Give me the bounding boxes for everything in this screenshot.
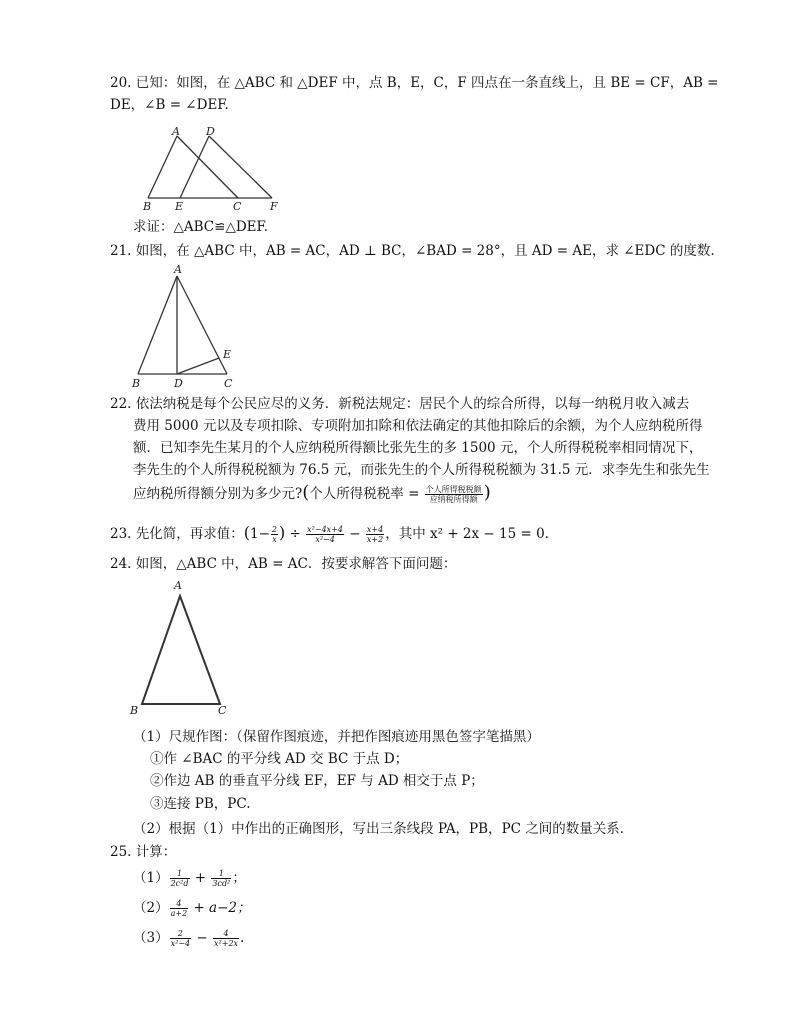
- q22-line5: 应纳税所得额分别为多少元?(个人所得税税率 = $\frac{\text{个人所得税税额}}{\text{应纳税所得额}}$ ): [133, 482, 491, 504]
- q24-step3: ③连接 PB，PC.: [150, 796, 251, 812]
- q20-label-B: B: [143, 200, 152, 213]
- q20-label-C: C: [233, 200, 242, 213]
- q24-label-A: A: [174, 579, 182, 592]
- q21-text: 21. 如图，在 △ABC 中，AB = AC，AD ⊥ BC，∠BAD = 28°，且 AD = AE，求 ∠EDC 的度数.: [110, 243, 715, 259]
- q24-step2: ②作边 AB 的垂直平分线 EF，EF 与 AD 相交于点 P；: [150, 773, 484, 789]
- q24-step1: ①作 ∠BAC 的平分线 AD 交 BC 于点 D；: [150, 751, 409, 767]
- q20-label-A: A: [172, 125, 180, 138]
- q20-label-D: D: [206, 125, 215, 138]
- q21-label-B: B: [132, 377, 141, 390]
- q21-label-C: C: [224, 377, 233, 390]
- q21-label-A: A: [174, 263, 182, 276]
- q20-line2: DE，∠B = ∠DEF.: [110, 97, 229, 113]
- q20-label-F: F: [270, 200, 278, 213]
- q22-formula-fraction: $\frac{\text{个人所得税税额}}{\text{应纳税所得额}}$: [425, 485, 482, 504]
- seg-AB: [148, 136, 177, 198]
- q24-text: 24. 如图，△ABC 中，AB = AC．按要求解答下面问题：: [110, 556, 457, 572]
- q25-text: 25. 计算：: [110, 844, 177, 860]
- seg-AC: [177, 136, 238, 198]
- q24-part1: （1）尺规作图：（保留作图痕迹，并把作图痕迹用黑色签字笔描黑）: [133, 729, 540, 745]
- q24-figure: [128, 576, 238, 716]
- q25-item3: （3） $\frac{2}{\text{x²−4}}$ − $\frac{4}{\text{x²+2x}}$ .: [133, 929, 245, 948]
- q22-line4: 李先生的个人所得税税额为 76.5 元，而张先生的个人所得税税额为 31.5 元．求李先生和张先生: [133, 462, 710, 478]
- q22-line3: 额．已知李先生某月的个人应纳税所得额比张先生的多 1500 元，个人所得税税率相同情况下，: [133, 440, 703, 456]
- q23-line: 23. 先化简，再求值：(1− $\frac{2}{x}$ ) ÷ $\frac{\text{x²−4x+4}}{\text{x²−4}}$ − $\frac{x+4}{x+2}$ ，其中 x² + 2x − 15 = 0.: [110, 523, 549, 544]
- q25-item1: （1） $\frac{1}{\text{2c²d}}$ + $\frac{1}{\text{3cd²}}$ ；: [133, 869, 246, 888]
- seg-DE: [180, 136, 209, 198]
- seg-DF: [209, 136, 272, 198]
- q24-label-B: B: [130, 704, 139, 717]
- q20-label-E: E: [175, 200, 184, 213]
- q24-label-C: C: [218, 704, 227, 717]
- q22-question: 应纳税所得额分别为多少元?: [133, 486, 303, 502]
- q20-figure: [140, 124, 290, 212]
- q24-part2: （2）根据（1）中作出的正确图形，写出三条线段 PA，PB，PC 之间的数量关系.: [133, 821, 625, 837]
- q22-line2: 费用 5000 元以及专项扣除、专项附加扣除和依法确定的其他扣除后的余额，为个人应纳税所得: [133, 418, 703, 434]
- q20-line1: 20. 已知：如图，在 △ABC 和 △DEF 中，点 B，E，C，F 四点在一条直线上，且 BE = CF，AB =: [110, 75, 719, 91]
- q21-label-E: E: [223, 348, 232, 361]
- q20-prove: 求证：△ABC≌△DEF.: [133, 219, 269, 235]
- q21-figure: [130, 262, 240, 390]
- q22-formula-lhs: 个人所得税税率 =: [309, 486, 420, 502]
- q21-label-D: D: [174, 377, 183, 390]
- q25-item2: （2） $\frac{4}{a+2}$ + a−2；: [133, 899, 251, 918]
- q22-line1: 22. 依法纳税是每个公民应尽的义务．新税法规定：居民个人的综合所得，以每一纳税月收入减去: [110, 396, 690, 412]
